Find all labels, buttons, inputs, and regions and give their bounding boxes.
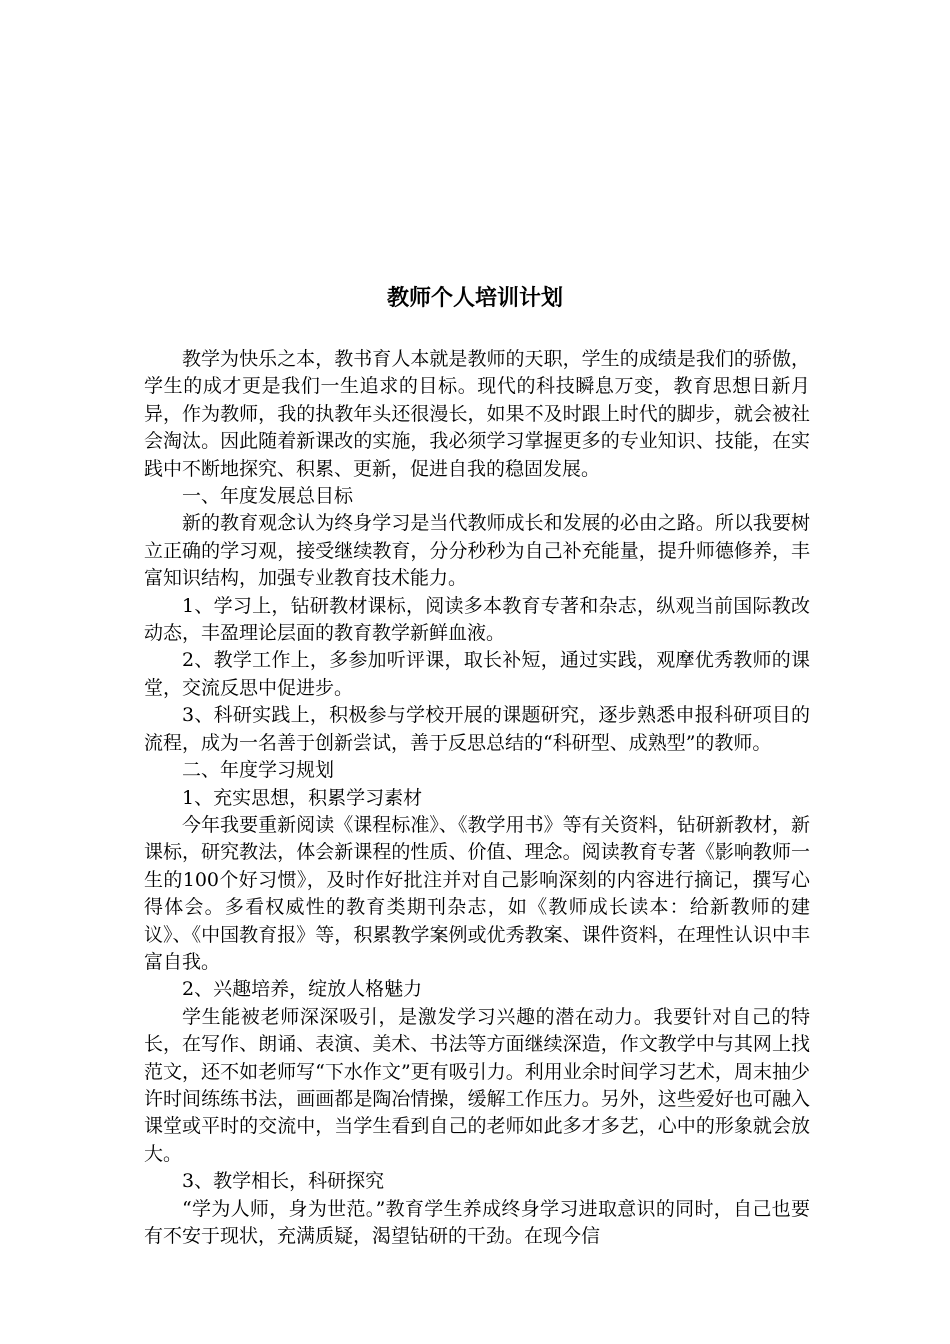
document-title: 教师个人培训计划 xyxy=(386,286,563,311)
section-heading-2: 二、年度学习规划 xyxy=(182,759,335,782)
subsection-heading: 1、充实思想，积累学习素材 xyxy=(182,786,423,809)
paragraph: 新的教育观念认为终身学习是当代教师成长和发展的必由之路。所以我要树立正确的学习观，接受继续教育，分分秒秒为自己补充能量，提升师德修养，丰富知识结构，加强专业教育技术能力。 xyxy=(144,512,810,590)
paragraph: 学生能被老师深深吸引，是激发学习兴趣的潜在动力。我要针对自己的特长，在写作、朗诵、表演、美术、书法等方面继续深造，作文教学中与其网上找范文，还不如老师写“下水作文”更有吸引力。利用业余时间学习艺术，周末抽少许时间练练书法，画画都是陶冶情操，缓解工作压力。另外，这些爱好也可融入课堂或平时的交流中，当学生看到自己的老师如此多才多艺，心中的形象就会放大。 xyxy=(144,1005,810,1165)
list-item: 2、教学工作上，多参加听评课，取长补短，通过实践，观摩优秀教师的课堂，交流反思中促进步。 xyxy=(144,649,810,699)
paragraph-intro: 教学为快乐之本，教书育人本就是教师的天职，学生的成绩是我们的骄傲，学生的成才更是我们一生追求的目标。现代的科技瞬息万变，教育思想日新月异，作为教师，我的执教年头还很漫长，如果不及时跟上时代的脚步，就会被社会淘汰。因此随着新课改的实施，我必须学习掌握更多的专业知识、技能，在实践中不断地探究、积累、更新，促进自我的稳固发展。 xyxy=(144,348,810,480)
section-heading-1: 一、年度发展总目标 xyxy=(182,485,354,508)
subsection-heading: 3、教学相长，科研探究 xyxy=(182,1170,385,1193)
paragraph: 今年我要重新阅读《课程标准》、《教学用书》等有关资料，钻研新教材，新课标，研究教法，体会新课程的性质、价值、理念。阅读教育专著《影响教师一生的100个好习惯》，及时作好批注并对自己影响深刻的内容进行摘记，撰写心得体会。多看权威性的教育类期刊杂志，如《教师成长读本：给新教师的建议》、《中国教育报》等，积累教学案例或优秀教案、课件资料，在理性认识中丰富自我。 xyxy=(144,813,810,973)
paragraph: “学为人师，身为世范。”教育学生养成终身学习进取意识的同时，自己也要有不安于现状，充满质疑，渴望钻研的干劲。在现今信 xyxy=(144,1197,810,1247)
subsection-heading: 2、兴趣培养，绽放人格魅力 xyxy=(182,978,423,1001)
list-item: 3、科研实践上，积极参与学校开展的课题研究，逐步熟悉申报科研项目的流程，成为一名善于创新尝试，善于反思总结的“科研型、成熟型”的教师。 xyxy=(144,704,810,754)
list-item: 1、学习上，钻研教材课标，阅读多本教育专著和杂志，纵观当前国际教改动态，丰盈理论层面的教育教学新鲜血液。 xyxy=(144,594,810,645)
document-body xyxy=(144,346,810,1250)
